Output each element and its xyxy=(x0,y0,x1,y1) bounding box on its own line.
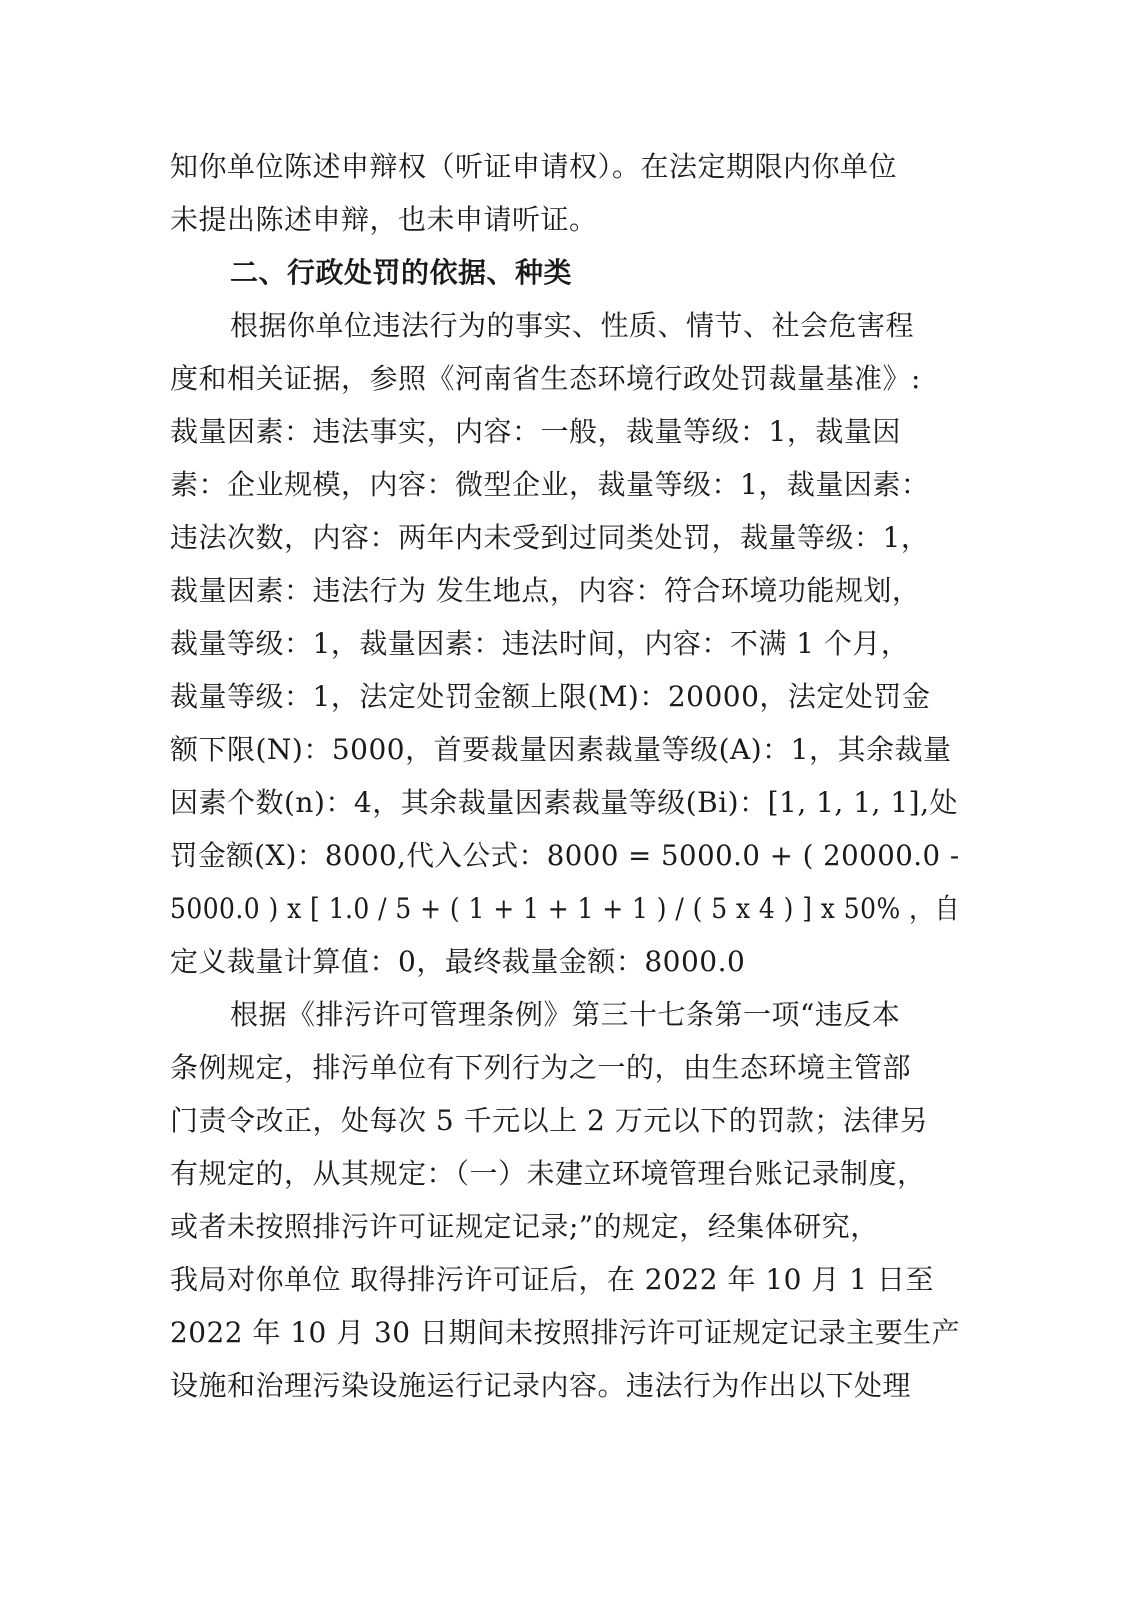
text-line: 裁量因素：违法行为 发生地点，内容：符合环境功能规划， xyxy=(170,574,921,607)
section-heading: 二、行政处罚的依据、种类 xyxy=(230,256,573,289)
text-line: 裁量等级：1，法定处罚金额上限(M)：20000，法定处罚金 xyxy=(170,680,931,713)
text-line: 设施和治理污染设施运行记录内容。违法行为作出以下处理 xyxy=(170,1369,912,1402)
text-line: 额下限(N)：5000，首要裁量因素裁量等级(A)：1，其余裁量 xyxy=(170,733,952,766)
text-line: 素：企业规模，内容：微型企业，裁量等级：1，裁量因素： xyxy=(170,468,930,501)
paragraph-start: 根据《排污许可管理条例》第三十七条第一项“违反本 xyxy=(230,998,901,1031)
text-line: 门责令改正，处每次 5 千元以上 2 万元以下的罚款；法律另 xyxy=(170,1104,929,1137)
text-line: 我局对你单位 取得排污许可证后，在 2022 年 10 月 1 日至 xyxy=(170,1263,935,1296)
paragraph-start: 根据你单位违法行为的事实、性质、情节、社会危害程 xyxy=(230,309,915,342)
text-line: 2022 年 10 月 30 日期间未按照排污许可证规定记录主要生产 xyxy=(170,1316,961,1349)
text-line: 罚金额(X)：8000,代入公式：8000 = 5000.0 + ( 20000.0 - xyxy=(170,839,960,872)
text-line: 度和相关证据，参照《河南省生态环境行政处罚裁量基准》: xyxy=(170,362,921,395)
text-line: 未提出陈述申辩，也未申请听证。 xyxy=(170,203,598,236)
text-line: 定义裁量计算值：0，最终裁量金额：8000.0 xyxy=(170,945,746,978)
text-line: 或者未按照排污许可证规定记录;”的规定，经集体研究， xyxy=(170,1210,879,1243)
text-line: 违法次数，内容：两年内未受到过同类处罚，裁量等级：1， xyxy=(170,521,930,554)
text-line: 知你单位陈述申辩权（听证申请权）。在法定期限内你单位 xyxy=(170,150,898,183)
text-line: 有规定的，从其规定：（一）未建立环境管理台账记录制度， xyxy=(170,1157,926,1190)
text-line: 裁量等级：1，裁量因素：违法时间，内容：不满 1 个月， xyxy=(170,627,910,660)
text-line: 裁量因素：违法事实，内容：一般，裁量等级：1，裁量因 xyxy=(170,415,901,448)
text-line: 条例规定，排污单位有下列行为之一的，由生态环境主管部 xyxy=(170,1051,912,1084)
text-line: 因素个数(n)：4，其余裁量因素裁量等级(Bi)：[1, 1, 1, 1],处 xyxy=(170,786,958,819)
text-line: 5000.0 ) x [ 1.0 / 5 + ( 1 + 1 + 1 + 1 ) / ( 5 x 4 ) ] x 50% ，自 xyxy=(170,892,960,925)
